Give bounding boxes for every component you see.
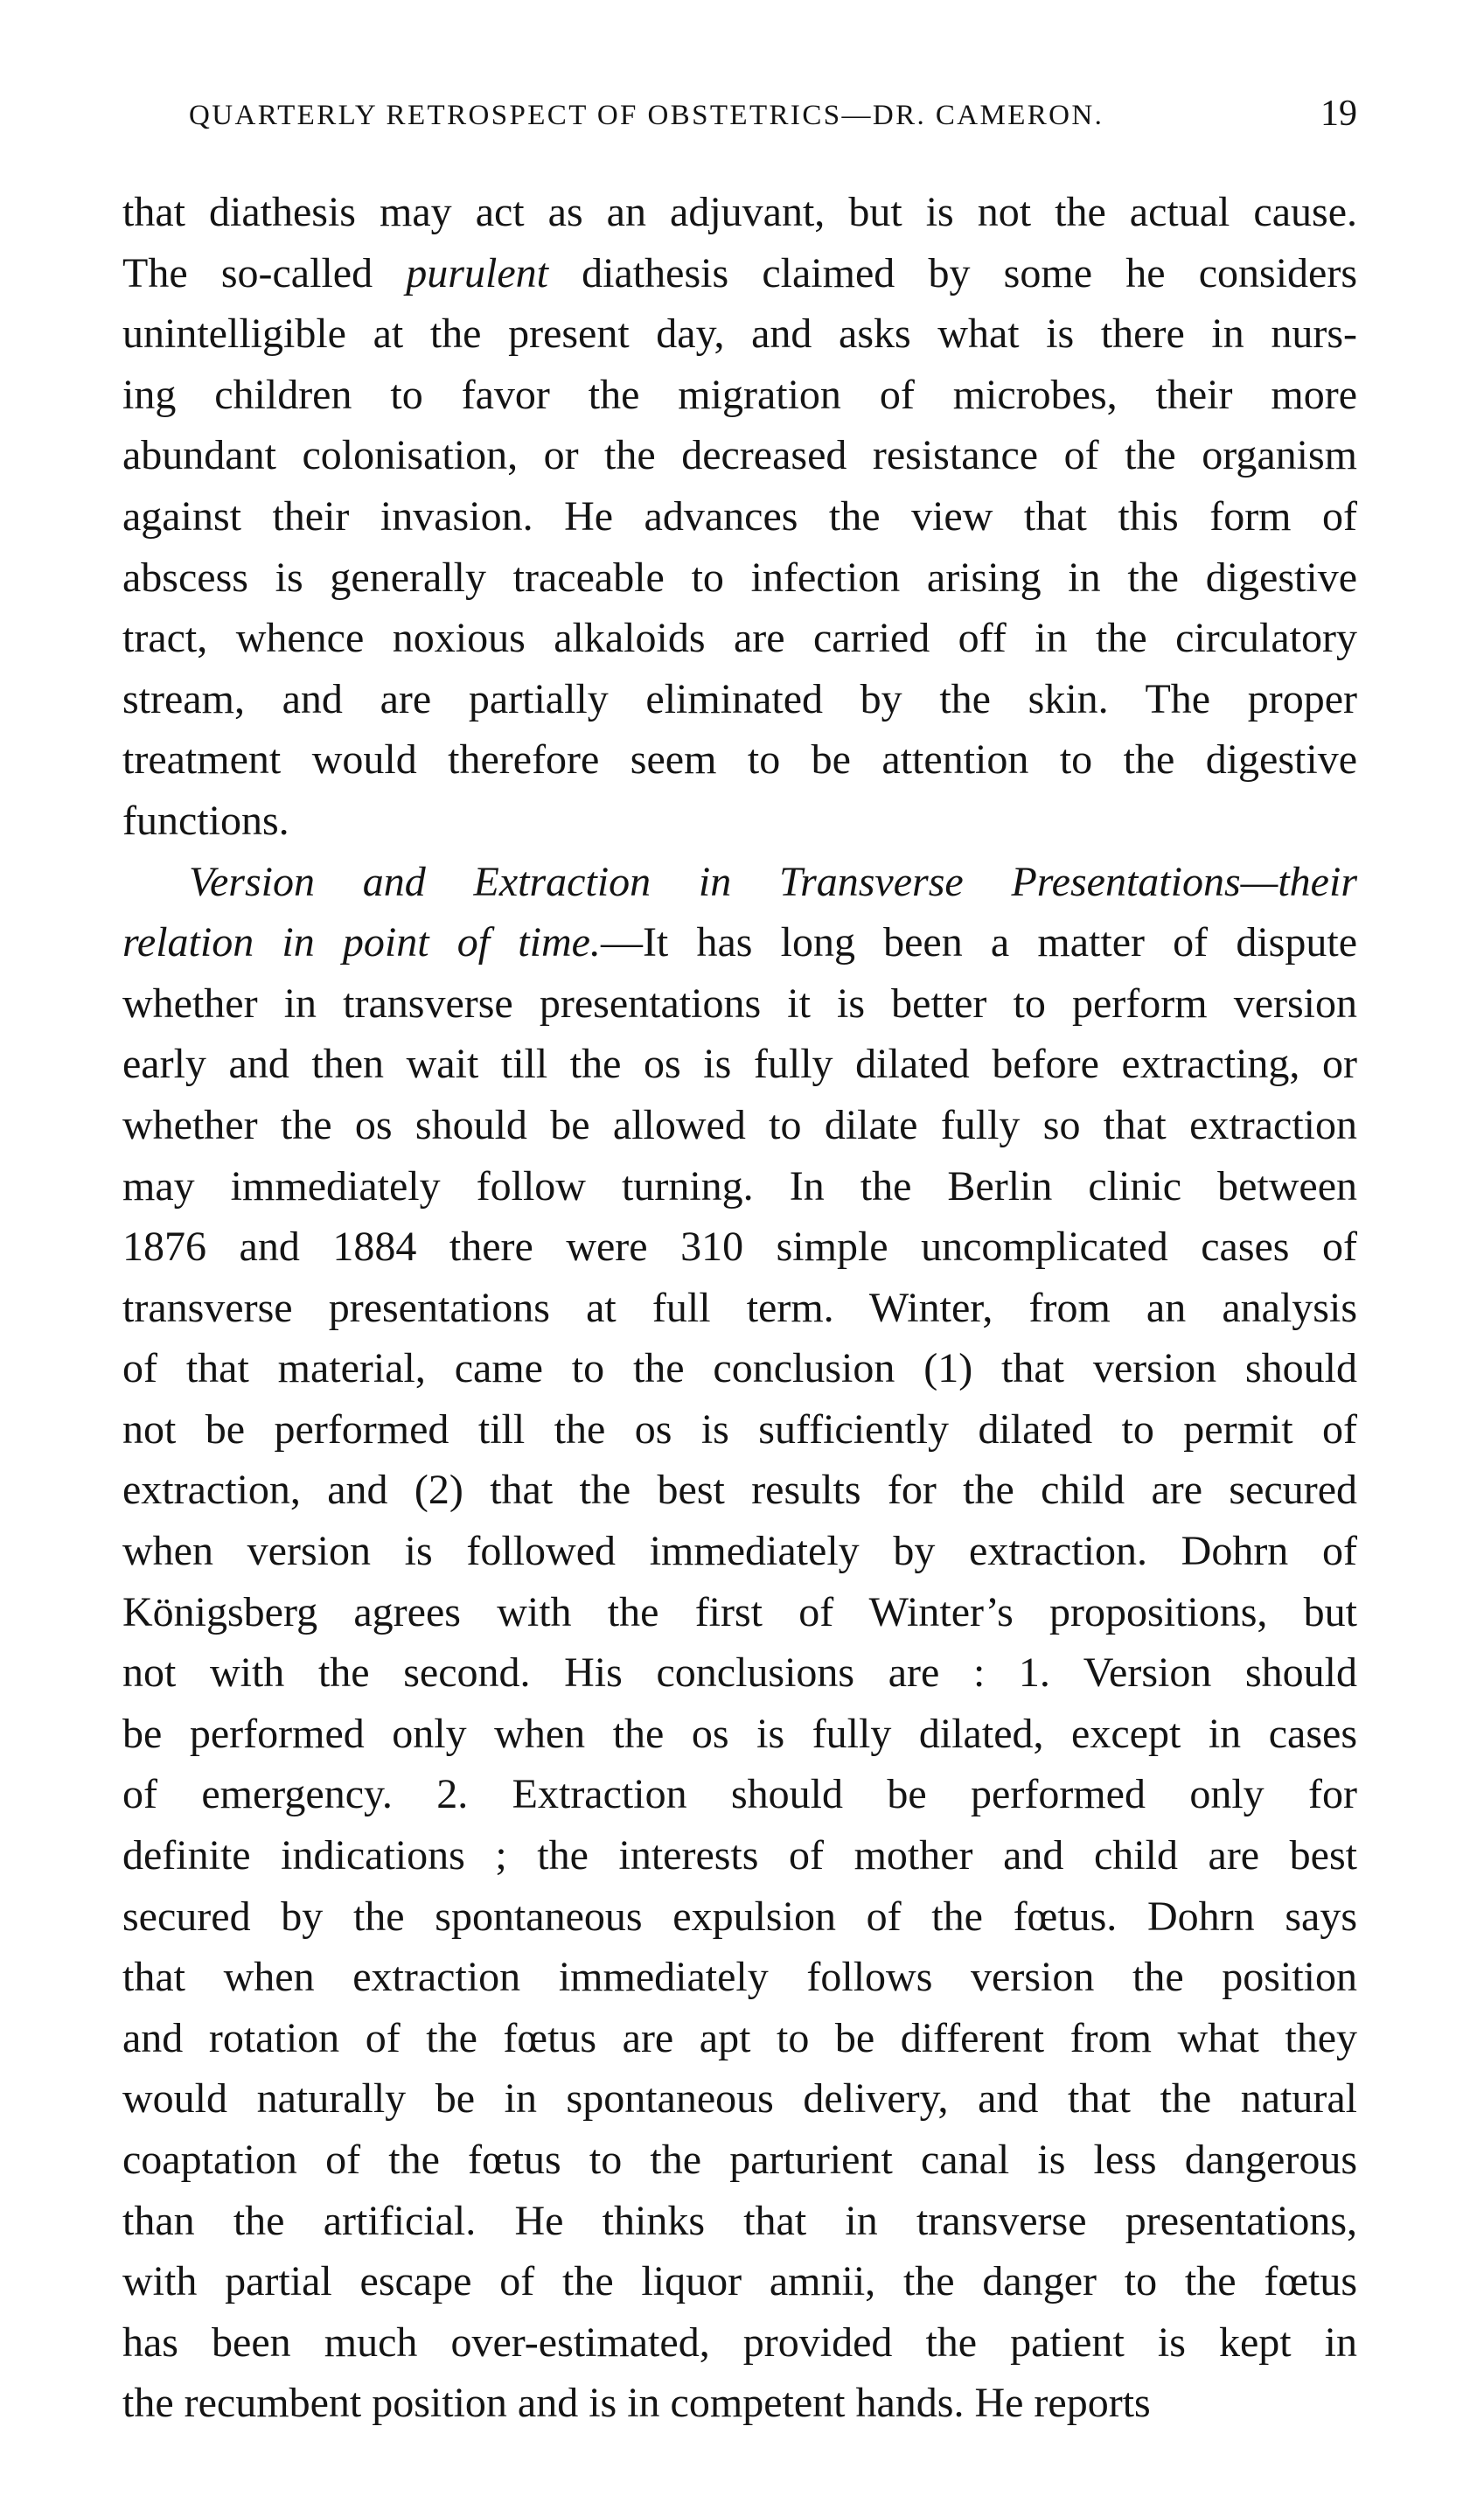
text-run: Königsberg agrees with the first of Winter’s propositions, but xyxy=(122,1588,1357,1635)
text-run: functions. xyxy=(122,797,289,844)
text-line xyxy=(122,2191,1357,2252)
text-run: that when extraction immediately follows version the position xyxy=(122,1954,1357,2001)
text-run: against their invasion. He advances the view that this form of xyxy=(122,492,1357,540)
text-line xyxy=(122,1278,1357,1339)
paragraph xyxy=(122,182,1357,852)
text-run: treatment would therefore seem to be attention to the digestive xyxy=(122,736,1357,784)
text-line xyxy=(122,425,1357,486)
text-run: whether the os should be allowed to dilate fully so that extraction xyxy=(122,1101,1357,1148)
text-run: of emergency. 2. Extraction should be performed only for xyxy=(122,1771,1357,1818)
text-line xyxy=(122,1034,1357,1095)
text-run: not with the second. His conclusions are : 1. Version should xyxy=(122,1649,1357,1697)
text-run: than the artificial. He thinks that in transverse presentations, xyxy=(122,2197,1357,2244)
text-run: with partial escape of the liquor amnii, the danger to the fœtus xyxy=(122,2258,1357,2305)
text-run: be performed only when the os is fully dilated, except in cases xyxy=(122,1710,1357,1757)
text-run: early and then wait till the os is fully dilated before extracting, or xyxy=(122,1041,1357,1088)
running-header xyxy=(122,91,1357,143)
text-run: —It has long been a matter of dispute xyxy=(600,919,1358,966)
text-run: whether in transverse presentations it is better to perform version xyxy=(122,980,1357,1027)
text-line xyxy=(122,912,1357,973)
text-run: that diathesis may act as an adjuvant, but is not the actual cause. xyxy=(122,189,1357,235)
paragraph xyxy=(122,852,1357,2434)
text-line xyxy=(122,2251,1357,2312)
text-run: abundant colonisation, or the decreased resistance of the organism xyxy=(122,432,1357,479)
text-line xyxy=(122,365,1357,426)
text-run: and rotation of the fœtus are apt to be different from what they xyxy=(122,2014,1357,2061)
text-line xyxy=(122,1886,1357,1948)
text-run: may immediately follow turning. In the Berlin clinic between xyxy=(122,1162,1357,1210)
body-text xyxy=(122,182,1357,2434)
text-line xyxy=(122,486,1357,547)
text-line xyxy=(122,1947,1357,2008)
text-line xyxy=(122,1095,1357,1156)
text-run: secured by the spontaneous expulsion of the fœtus. Dohrn says xyxy=(122,1893,1357,1940)
text-run: definite indications ; the interests of mother and child are best xyxy=(122,1832,1357,1879)
text-run: coaptation of the fœtus to the parturient canal is less dangerous xyxy=(122,2137,1357,2183)
page-number: 19 xyxy=(1320,94,1357,134)
text-line xyxy=(122,1764,1357,1825)
italic-run: relation in point of time. xyxy=(122,919,601,966)
text-line xyxy=(122,608,1357,669)
text-run: not be performed till the os is sufficiently dilated to permit of xyxy=(122,1405,1357,1453)
text-line xyxy=(122,547,1357,609)
text-run: The so-called xyxy=(122,249,407,296)
text-run: the recumbent position and is in competent hands. He reports xyxy=(122,2380,1151,2427)
text-run: has been much over-estimated, provided the patient is kept in xyxy=(122,2318,1357,2366)
text-line xyxy=(122,973,1357,1035)
text-line xyxy=(122,182,1357,243)
text-run: tract, whence noxious alkaloids are carried off in the circulatory xyxy=(122,615,1357,662)
text-line xyxy=(122,1582,1357,1643)
text-line xyxy=(122,303,1357,365)
text-line xyxy=(122,243,1357,304)
text-line xyxy=(122,1338,1357,1399)
text-run: ing children to favor the migration of microbes, their more xyxy=(122,371,1357,418)
text-run: when version is followed immediately by extraction. Dohrn of xyxy=(122,1528,1357,1575)
text-run: abscess is generally traceable to infection arising in the digestive xyxy=(122,554,1357,601)
text-line xyxy=(122,852,1357,913)
text-line xyxy=(122,1825,1357,1886)
text-run: of that material, came to the conclusion (1) that version should xyxy=(122,1345,1357,1392)
text-run: unintelligible at the present day, and asks what is there in nurs- xyxy=(122,310,1357,358)
text-line xyxy=(122,1156,1357,1217)
text-line xyxy=(122,2373,1357,2434)
text-line xyxy=(122,729,1357,791)
text-run: transverse presentations at full term. Winter, from an analysis xyxy=(122,1284,1357,1331)
text-line xyxy=(122,1399,1357,1461)
text-run: 1876 and 1884 there were 310 simple uncomplicated cases of xyxy=(122,1224,1357,1271)
text-line xyxy=(122,669,1357,730)
text-line xyxy=(122,2008,1357,2069)
text-line xyxy=(122,791,1357,852)
italic-run: purulent xyxy=(406,249,548,296)
text-run: diathesis claimed by some he considers xyxy=(547,249,1358,296)
italic-run: Version and Extraction in Transverse Presentations—their xyxy=(189,858,1357,905)
text-line xyxy=(122,1460,1357,1521)
text-run: would naturally be in spontaneous delivery, and that the natural xyxy=(122,2075,1357,2123)
text-line xyxy=(122,1521,1357,1582)
text-line xyxy=(122,2130,1357,2191)
text-line xyxy=(122,1217,1357,1278)
text-line xyxy=(122,2312,1357,2374)
running-title: QUARTERLY RETROSPECT OF OBSTETRICS—DR. CAMERON. xyxy=(189,100,1104,131)
text-line xyxy=(122,1704,1357,1765)
text-line xyxy=(122,1642,1357,1704)
text-run: stream, and are partially eliminated by the skin. The proper xyxy=(122,675,1357,722)
text-run: extraction, and (2) that the best results for the child are secured xyxy=(122,1467,1357,1514)
text-line xyxy=(122,2068,1357,2130)
